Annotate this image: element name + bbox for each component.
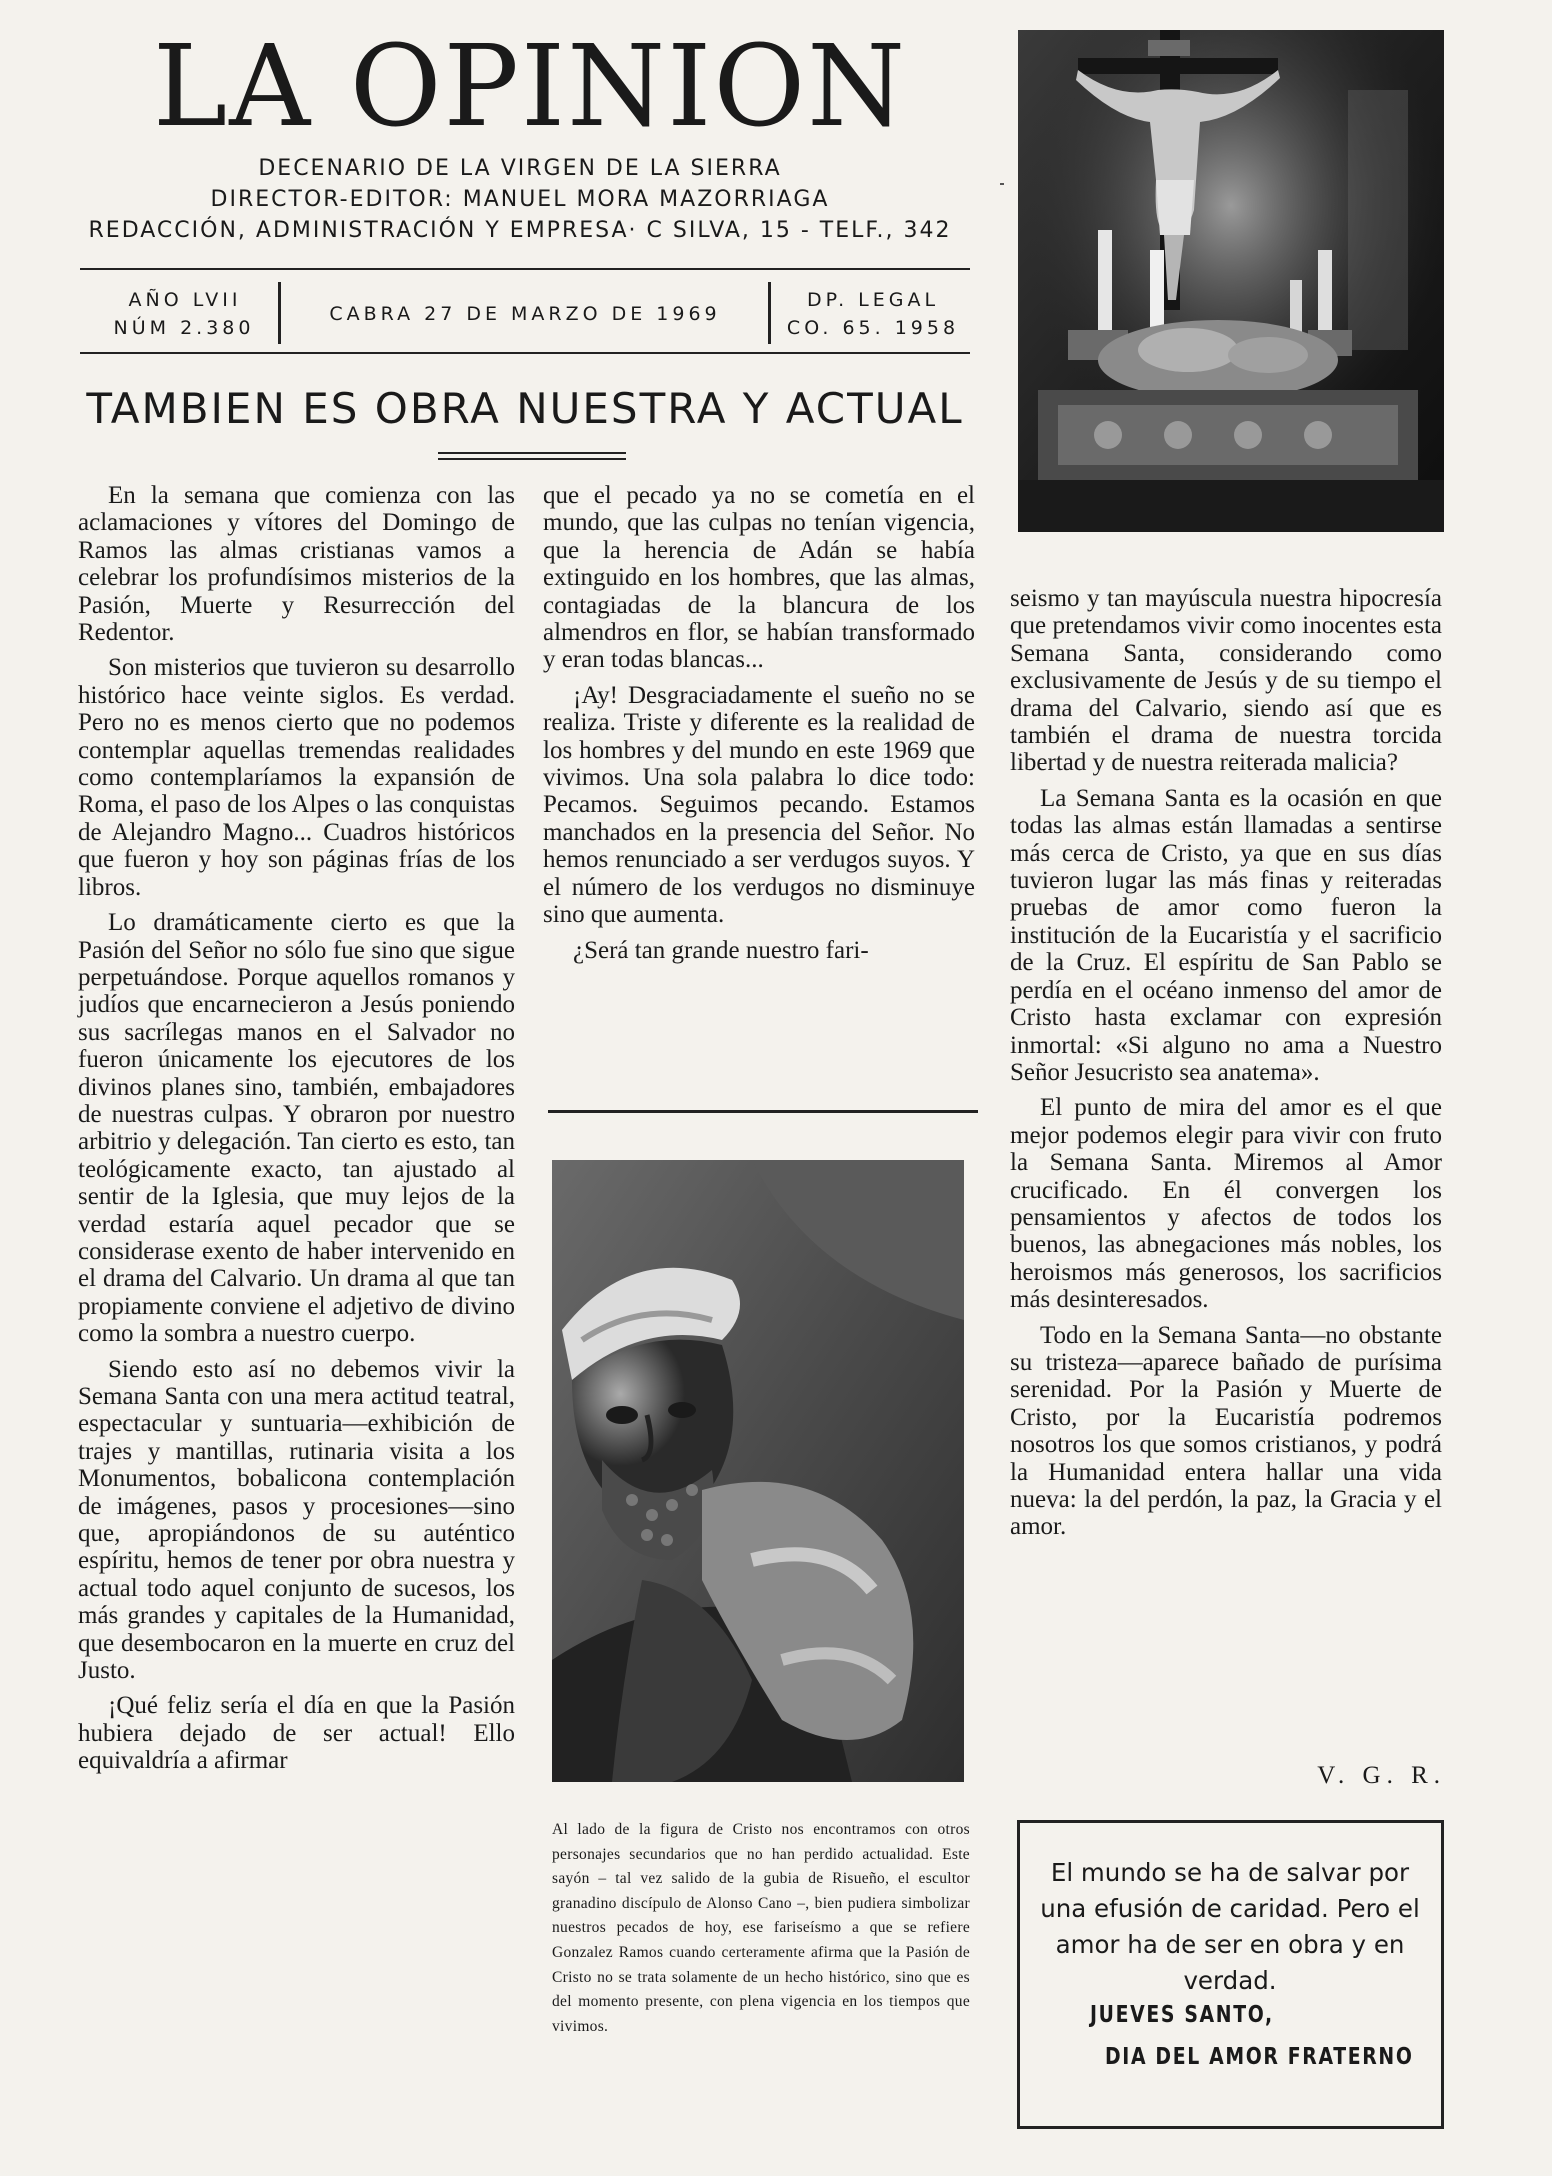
photo-caption: Al lado de la figura de Cristo nos encontramos con otros personajes secundarios que no han perdido actualidad. Este sayón – tal vez salido de la gubia de Risueño, el escultor granadino discípulo de Alonso Cano –, bien pudiera simbolizar nuestros pecados de hoy, ese fariseísmo a que se refiere Gonzalez Ramos cuando certeramente afirma que la Pasión de Cristo no se trata solamente de un hecho histórico, sino que es del momento presente, con plena vigencia en los tiempos que vivimos.	[552, 1821, 970, 2035]
headline-rule	[438, 458, 626, 460]
crucifix-photo-image	[1018, 30, 1444, 532]
article-paragraph: La Semana Santa es la ocasión en que todas las almas están llamadas a sentirse más cerca de Cristo, ya que en sus días tuvieron lugar las más finas y reiteradas pruebas de amor como fueron la institución de la Eucaristía y el sacrificio de la Cruz. El espíritu de San Pablo se perdía en el océano inmenso del amor de Cristo hasta exclamar con expresión inmortal: «Si alguno no ama a Nuestro Señor Jesucristo sea anatema».	[1010, 784, 1442, 1086]
sayon-photo-image	[552, 1160, 964, 1782]
author-signature: V. G. R.	[1317, 1762, 1446, 1789]
masthead-subtitle: DECENARIO DE LA VIRGEN DE LA SIERRA	[258, 156, 782, 181]
masthead-address: REDACCIÓN, ADMINISTRACIÓN Y EMPRESA· C SILVA, 15 - TELF., 342	[88, 218, 952, 243]
info-divider	[768, 282, 771, 344]
sayon-photo	[552, 1160, 964, 1782]
info-rule-bottom	[80, 352, 970, 354]
article-paragraph: ¿Será tan grande nuestro fari-	[573, 936, 869, 964]
article-column-2	[543, 482, 975, 972]
article-paragraph: Siendo esto así no debemos vivir la Semana Santa con una mera actitud teatral, espectacular y suntuaria—exhibición de trajes y mantillas, rutinaria visita a los Monumentos, bobalicona contemplación de imágenes, pasos y procesiones—sino que, apropiándonos de su auténtico espíritu, hemos de tener por obra nuestra y actual todo aquel conjunto de sucesos, los más grandes y capitales de la Humanidad, que desembocaron en la muerte en cruz del Justo.	[78, 1355, 515, 1685]
issue-number: NÚM 2.380	[113, 317, 255, 339]
column-separator	[548, 1110, 978, 1113]
article-paragraph: ¡Ay! Desgraciadamente el sueño no se realiza. Triste y diferente es la realidad de los hombres y del mundo en este 1969 que vivimos. Una sola palabra lo dice todo: Pecamos. Seguimos pecando. Estamos manchados en la presencia del Señor. No hemos renunciado a ser verdugos suyos. Y el número de los verdugos no disminuye sino que aumenta.	[543, 681, 975, 929]
print-speck	[1000, 183, 1004, 185]
issue-date: CABRA 27 DE MARZO DE 1969	[329, 303, 721, 325]
quote-dia-amor-fraterno: DIA DEL AMOR FRATERNO	[1105, 2044, 1414, 2070]
article-paragraph: En la semana que comienza con las aclamaciones y vítores del Domingo de Ramos las almas cristianas vamos a celebrar los profundísimos misterios de la Pasión, Muerte y Resurrección del Redentor.	[78, 482, 515, 647]
masthead-director: DIRECTOR-EDITOR: MANUEL MORA MAZORRIAGA	[210, 187, 830, 212]
article-paragraph: seismo y tan mayúscula nuestra hipocresía que pretendamos vivir como inocentes esta Semana Santa, considerando como exclusivamente de Jesús y de su tiempo el drama del Calvario, siendo así que es también el drama de nuestra torcida libertad y de nuestra reiterada malicia?	[1010, 585, 1442, 777]
crucifix-photo	[1018, 30, 1444, 532]
article-paragraph: que el pecado ya no se cometía en el mundo, que las culpas no tenían vigencia, que la herencia de Adán se había extinguido en los hombres, que las almas, contagiadas de la blancura de los almendros en flor, se habían transformado y eran todas blancas...	[543, 482, 975, 674]
article-paragraph: Lo dramáticamente cierto es que la Pasión del Señor no sólo fue sino que sigue perpetuándose. Porque aquellos romanos y judíos que encarnecieron a Jesús poniendo sus sacrílegas manos en el Salvador no fueron únicamente los ejecutores de los divinos planes sino, también, embajadores de nuestras culpas. Y obraron por nuestro arbitrio y delegación. Tan cierto es esto, tan teológicamente exacto, tan ajustado al sentir de la Iglesia, que muy lejos de la verdad estaría aquel pecador que se considerase exento de haber intervenido en el drama del Calvario. Un drama al que tan propiamente conviene el adjetivo de divino como la sombra a nuestro cuerpo.	[78, 909, 515, 1348]
article-paragraph: Todo en la Semana Santa—no obstante su tristeza—aparece bañado de purísima serenidad. Por la Pasión y Muerte de Cristo, por la Eucaristía podremos nosotros los que somos cristianos, y podrá la Humanidad entera hallar una vida nueva: la del perdón, la paz, la Gracia y el amor.	[1010, 1321, 1442, 1541]
article-paragraph: Son misterios que tuvieron su desarrollo histórico hace veinte siglos. Es verdad. Pero no es menos cierto que no podemos contemplar aquellas tremendas realidades como contemplaríamos la expansión de Roma, el paso de los Alpes o las conquistas de Alejandro Magno... Cuadros históricos que fueron y hoy son páginas frías de los libros.	[78, 654, 515, 901]
legal-deposit-label: DP. LEGAL	[806, 289, 940, 311]
issue-year: AÑO LVII	[128, 289, 242, 311]
quote-jueves-santo: JUEVES SANTO,	[1090, 2002, 1274, 2028]
info-divider	[278, 282, 281, 344]
article-paragraph: ¡Qué feliz sería el día en que la Pasión hubiera dejado de ser actual! Ello equivaldría a afirmar	[78, 1692, 515, 1775]
masthead-title: LA OPINION	[152, 22, 908, 152]
headline-rule	[438, 452, 626, 454]
legal-deposit-number: CO. 65. 1958	[786, 317, 960, 339]
article-paragraph: El punto de mira del amor es el que mejor podemos elegir para vivir con fruto la Semana Santa. Miremos al Amor crucificado. En él convergen los pensamientos y afectos de todos los buenos, las abnegaciones más nobles, los heroismos más generosos, los sacrificios más desinteresados.	[1010, 1094, 1442, 1314]
article-column-1	[78, 482, 515, 1783]
article-headline: TAMBIEN ES OBRA NUESTRA Y ACTUAL	[86, 384, 964, 433]
article-column-3	[1010, 585, 1442, 1549]
quote-text: El mundo se ha de salvar por una efusión de caridad. Pero el amor ha de ser en obra y en verdad.	[1040, 1858, 1420, 1995]
info-rule-top	[80, 268, 970, 270]
